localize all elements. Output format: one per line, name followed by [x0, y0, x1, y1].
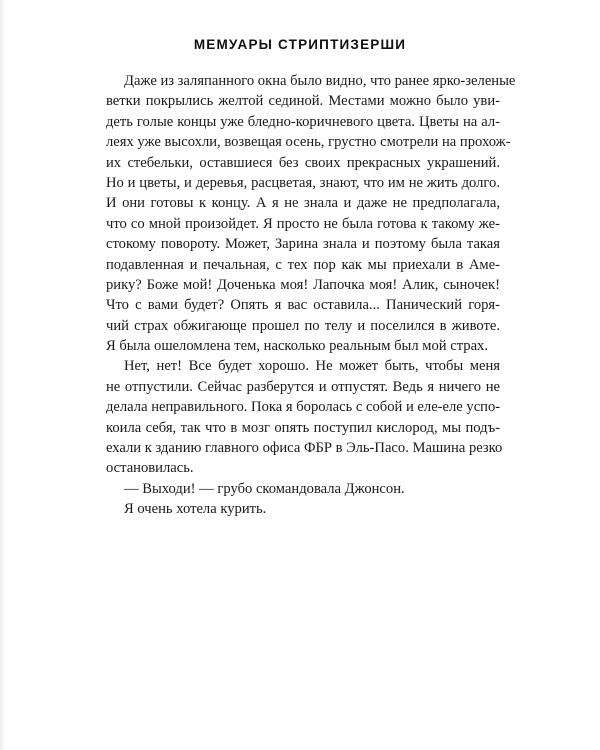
text-line: что со мной произойдет. Я просто не была готова к такому же-: [106, 215, 500, 232]
text-line: Я была ошеломлена тем, насколько реальным был мой страх.: [106, 338, 489, 355]
text-line: ехали к зданию главного офиса ФБР в Эль-Пасо. Машина резко: [106, 440, 503, 457]
text-line: чий страх обжигающе прошел по телу и поселился в животе.: [106, 317, 500, 334]
text-line: Но и цветы, и деревья, расцветая, знают, что им не жить долго.: [106, 174, 500, 191]
text-line: не отпустили. Сейчас разберутся и отпустят. Ведь я ничего не: [106, 378, 500, 395]
text-line: деть голые концы уже бледно-коричневого цвета. Цветы на ал-: [106, 113, 500, 130]
text-line: И они готовы к концу. А я не знала и даже не предполагала,: [106, 195, 500, 212]
text-line: ветки покрылись желтой сединой. Местами можно было уви-: [106, 93, 500, 110]
text-line: коила себя, так что в мозг опять поступил кислород, мы подъ-: [106, 419, 500, 436]
text-line: их стебельки, оставшиеся без своих прекрасных украшений.: [106, 154, 500, 171]
text-line: рику? Боже мой! Доченька моя! Лапочка моя! Алик, сыночек!: [106, 276, 500, 293]
text-line: Даже из заляпанного окна было видно, что ранее ярко-зеленые: [124, 73, 516, 89]
text-line: Что с вами будет? Опять я вас оставила... Панический горя-: [106, 297, 500, 314]
text-line: делала неправильного. Пока я боролась с собой и еле-еле успо-: [106, 399, 501, 416]
page-gutter-shadow: [0, 0, 6, 750]
text-line: подавленная и печальная, с тех пор как мы приехали в Аме-: [106, 256, 500, 273]
text-line: — Выходи! — грубо скомандовала Джонсон.: [124, 480, 405, 497]
text-line: остановилась.: [106, 460, 194, 477]
text-line: леях уже высохли, возвещая осень, грустно смотрели на прохож-: [106, 134, 511, 151]
text-line: Нет, нет! Все будет хорошо. Не может быть, чтобы меня: [124, 358, 500, 375]
running-head: МЕМУАРЫ СТРИПТИЗЕРШИ: [193, 37, 407, 52]
body-text: [106, 71, 516, 520]
text-line: Я очень хотела курить.: [124, 501, 267, 518]
text-line: стокому повороту. Может, Зарина знала и поэтому была такая: [106, 236, 500, 253]
